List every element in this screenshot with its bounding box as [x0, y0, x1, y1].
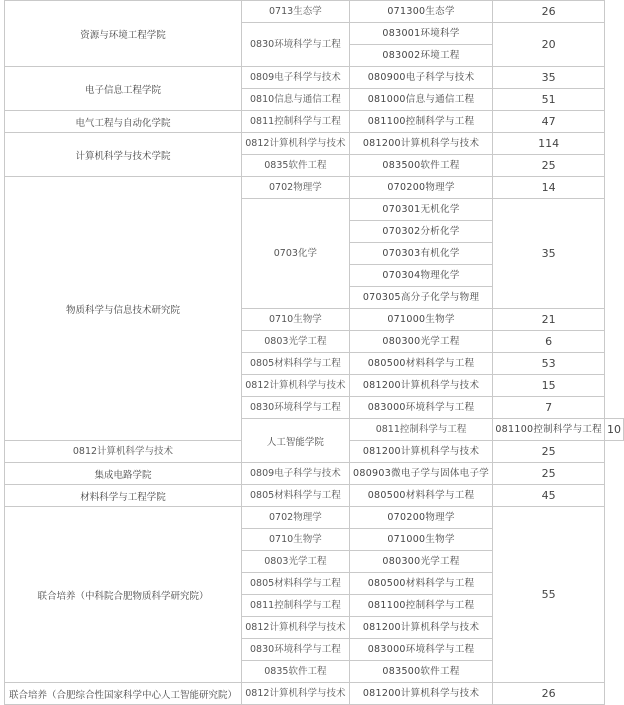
major-cell: 0812计算机科学与技术 — [241, 617, 349, 639]
major-cell: 0702物理学 — [241, 507, 349, 529]
major-cell: 0805材料科学与工程 — [241, 573, 349, 595]
major-cell: 0812计算机科学与技术 — [241, 133, 349, 155]
direction-cell: 070301无机化学 — [349, 199, 493, 221]
direction-cell: 083000环境科学与工程 — [349, 397, 493, 419]
major-cell: 0830环境科学与工程 — [241, 23, 349, 67]
direction-cell: 081100控制科学与工程 — [349, 111, 493, 133]
count-cell: 14 — [493, 177, 605, 199]
table-row — [5, 463, 624, 485]
count-cell: 21 — [493, 309, 605, 331]
direction-cell: 081100控制科学与工程 — [349, 595, 493, 617]
table-row — [5, 1, 624, 23]
count-cell: 53 — [493, 353, 605, 375]
table-row — [5, 683, 624, 705]
count-cell: 7 — [493, 397, 605, 419]
table-row — [5, 67, 624, 89]
direction-cell: 071000生物学 — [349, 529, 493, 551]
college-cell: 材料科学与工程学院 — [5, 485, 242, 507]
count-cell: 25 — [493, 463, 605, 485]
count-cell: 6 — [493, 331, 605, 353]
direction-cell: 080900电子科学与技术 — [349, 67, 493, 89]
major-cell: 0803光学工程 — [241, 551, 349, 573]
table-row — [5, 507, 624, 529]
direction-cell: 083001环境科学 — [349, 23, 493, 45]
count-cell: 55 — [493, 507, 605, 683]
direction-cell: 070200物理学 — [349, 177, 493, 199]
direction-cell: 083500软件工程 — [349, 155, 493, 177]
major-cell: 0811控制科学与工程 — [241, 111, 349, 133]
major-cell: 0803光学工程 — [241, 331, 349, 353]
direction-cell: 070305高分子化学与物理 — [349, 287, 493, 309]
direction-cell: 081200计算机科学与技术 — [349, 683, 493, 705]
direction-cell: 083000环境科学与工程 — [349, 639, 493, 661]
direction-cell: 081200计算机科学与技术 — [349, 375, 493, 397]
count-cell: 26 — [493, 1, 605, 23]
college-cell: 资源与环境工程学院 — [5, 1, 242, 67]
major-cell: 0810信息与通信工程 — [241, 89, 349, 111]
major-cell: 0835软件工程 — [241, 661, 349, 683]
direction-cell: 083500软件工程 — [349, 661, 493, 683]
direction-cell: 080903微电子学与固体电子学 — [349, 463, 493, 485]
major-cell: 0812计算机科学与技术 — [5, 441, 242, 463]
major-cell: 0812计算机科学与技术 — [241, 683, 349, 705]
count-cell: 25 — [493, 441, 605, 463]
table-row — [5, 133, 624, 155]
direction-cell: 080500材料科学与工程 — [349, 485, 493, 507]
table-row — [5, 111, 624, 133]
college-cell: 计算机科学与技术学院 — [5, 133, 242, 177]
direction-cell: 070200物理学 — [349, 507, 493, 529]
college-cell: 人工智能学院 — [241, 419, 349, 463]
major-cell: 0713生态学 — [241, 1, 349, 23]
major-cell: 0830环境科学与工程 — [241, 397, 349, 419]
direction-cell: 080500材料科学与工程 — [349, 353, 493, 375]
major-cell: 0702物理学 — [241, 177, 349, 199]
enrollment-table-body — [5, 1, 624, 705]
college-cell: 联合培养（中科院合肥物质科学研究院） — [5, 507, 242, 683]
major-cell: 0812计算机科学与技术 — [241, 375, 349, 397]
college-cell: 电子信息工程学院 — [5, 67, 242, 111]
college-cell: 物质科学与信息技术研究院 — [5, 177, 242, 441]
count-cell: 45 — [493, 485, 605, 507]
major-cell: 0710生物学 — [241, 529, 349, 551]
major-cell: 0703化学 — [241, 199, 349, 309]
direction-cell: 080300光学工程 — [349, 551, 493, 573]
count-cell: 47 — [493, 111, 605, 133]
direction-cell: 070303有机化学 — [349, 243, 493, 265]
major-cell: 0710生物学 — [241, 309, 349, 331]
direction-cell: 081000信息与通信工程 — [349, 89, 493, 111]
direction-cell: 070304物理化学 — [349, 265, 493, 287]
table-row — [5, 177, 624, 199]
direction-cell: 071300生态学 — [349, 1, 493, 23]
count-cell: 35 — [493, 199, 605, 309]
direction-cell: 080300光学工程 — [349, 331, 493, 353]
direction-cell: 081200计算机科学与技术 — [349, 441, 493, 463]
college-cell: 联合培养（合肥综合性国家科学中心人工智能研究院） — [5, 683, 242, 705]
direction-cell: 071000生物学 — [349, 309, 493, 331]
count-cell: 26 — [493, 683, 605, 705]
major-cell: 0835软件工程 — [241, 155, 349, 177]
count-cell: 20 — [493, 23, 605, 67]
major-cell: 0805材料科学与工程 — [241, 485, 349, 507]
count-cell: 10 — [605, 419, 624, 441]
direction-cell: 081100控制科学与工程 — [493, 419, 605, 441]
major-cell: 0809电子科学与技术 — [241, 463, 349, 485]
direction-cell: 080500材料科学与工程 — [349, 573, 493, 595]
college-cell: 集成电路学院 — [5, 463, 242, 485]
direction-cell: 070302分析化学 — [349, 221, 493, 243]
count-cell: 51 — [493, 89, 605, 111]
major-cell: 0811控制科学与工程 — [349, 419, 493, 441]
major-cell: 0830环境科学与工程 — [241, 639, 349, 661]
major-cell: 0809电子科学与技术 — [241, 67, 349, 89]
table-row — [5, 485, 624, 507]
major-cell: 0811控制科学与工程 — [241, 595, 349, 617]
count-cell: 35 — [493, 67, 605, 89]
count-cell: 114 — [493, 133, 605, 155]
enrollment-table — [4, 0, 624, 705]
count-cell: 15 — [493, 375, 605, 397]
direction-cell: 081200计算机科学与技术 — [349, 617, 493, 639]
direction-cell: 081200计算机科学与技术 — [349, 133, 493, 155]
college-cell: 电气工程与自动化学院 — [5, 111, 242, 133]
direction-cell: 083002环境工程 — [349, 45, 493, 67]
major-cell: 0805材料科学与工程 — [241, 353, 349, 375]
count-cell: 25 — [493, 155, 605, 177]
